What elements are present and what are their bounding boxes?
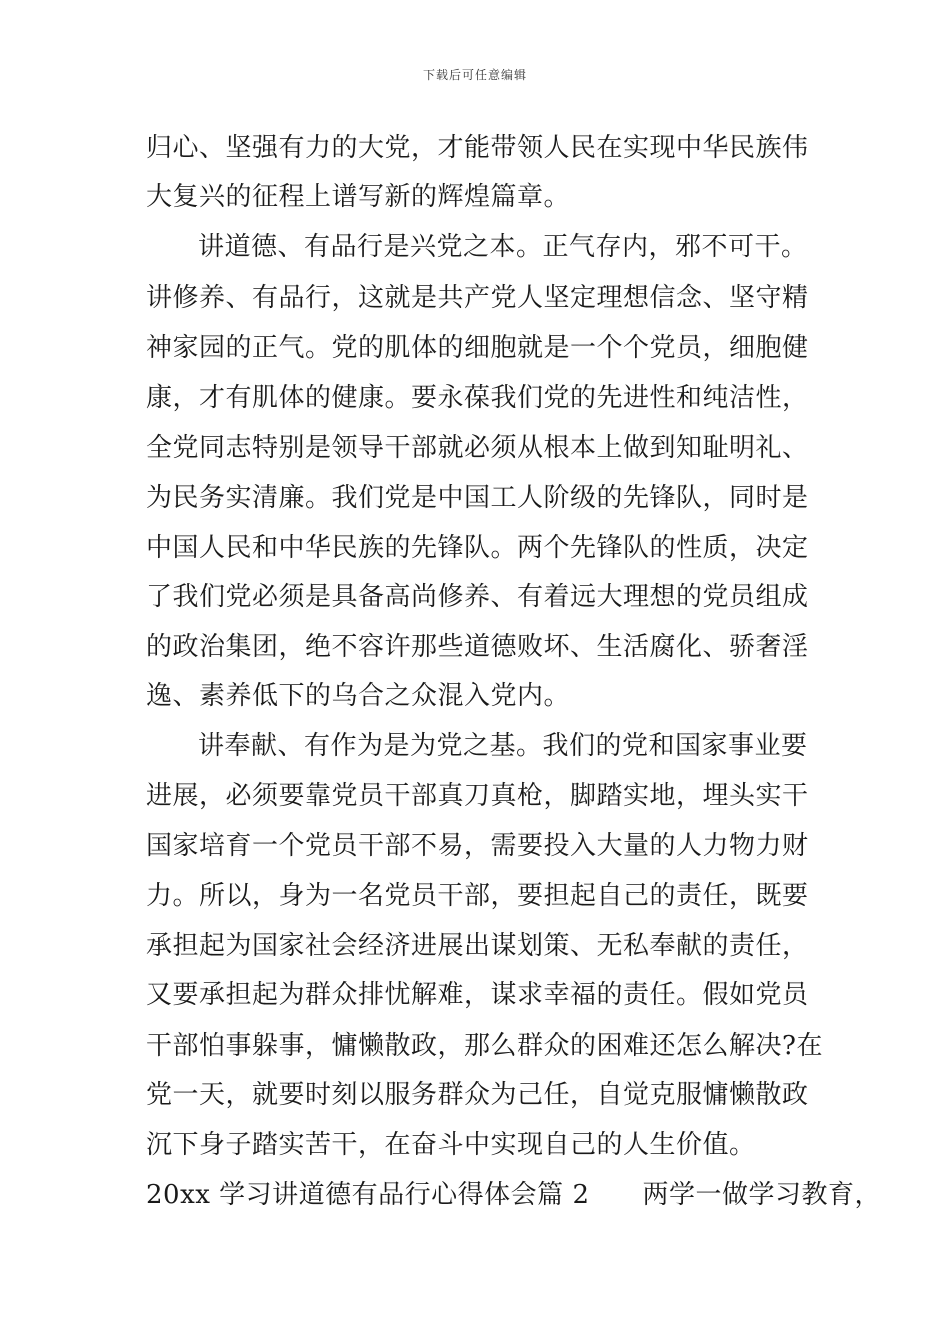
text-line: 党一天，就要时刻以服务群众为己任，自觉克服慵懒散政	[146, 1080, 809, 1110]
text-line: 力。所以，身为一名党员干部，要担起自己的责任，既要	[146, 881, 809, 911]
text-line: 干部怕事躲事，慵懒散政，那么群众的困难还怎么解决?在	[146, 1031, 823, 1061]
text-line: 又要承担起为群众排忧解难，谋求幸福的责任。假如党员	[146, 980, 809, 1010]
text-line: 进展，必须要靠党员干部真刀真枪，脚踏实地，埋头实干	[146, 781, 809, 811]
section-heading-line: 20xx 学习讲道德有品行心得体会篇 2 两学一做学习教育，	[146, 1180, 881, 1210]
paragraph-start-line: 讲道德、有品行是兴党之本。正气存内，邪不可干。	[198, 232, 808, 262]
text-line: 大复兴的征程上谱写新的辉煌篇章。	[146, 182, 571, 212]
text-line: 讲修养、有品行，这就是共产党人坚定理想信念、坚守精	[146, 283, 809, 313]
text-line: 沉下身子踏实苦干，在奋斗中实现自己的人生价值。	[146, 1130, 756, 1160]
text-line: 为民务实清廉。我们党是中国工人阶级的先锋队，同时是	[146, 483, 809, 513]
paragraph-start-line: 讲奉献、有作为是为党之基。我们的党和国家事业要	[198, 731, 808, 761]
header-note: 下载后可任意编辑	[422, 68, 527, 82]
text-line: 归心、坚强有力的大党，才能带领人民在实现中华民族伟	[146, 133, 809, 163]
text-line: 逸、素养低下的乌合之众混入党内。	[146, 681, 571, 711]
text-line: 康，才有肌体的健康。要永葆我们党的先进性和纯洁性，	[146, 383, 809, 413]
text-line: 的政治集团，绝不容许那些道德败坏、生活腐化、骄奢淫	[146, 632, 809, 662]
text-line: 了我们党必须是具备高尚修养、有着远大理想的党员组成	[146, 582, 809, 612]
text-line: 神家园的正气。党的肌体的细胞就是一个个党员，细胞健	[146, 333, 809, 363]
text-line: 承担起为国家社会经济进展出谋划策、无私奉献的责任，	[146, 931, 809, 961]
text-line: 全党同志特别是领导干部就必须从根本上做到知耻明礼、	[146, 433, 809, 463]
text-line: 国家培育一个党员干部不易，需要投入大量的人力物力财	[146, 831, 809, 861]
text-line: 中国人民和中华民族的先锋队。两个先锋队的性质，决定	[146, 533, 809, 563]
